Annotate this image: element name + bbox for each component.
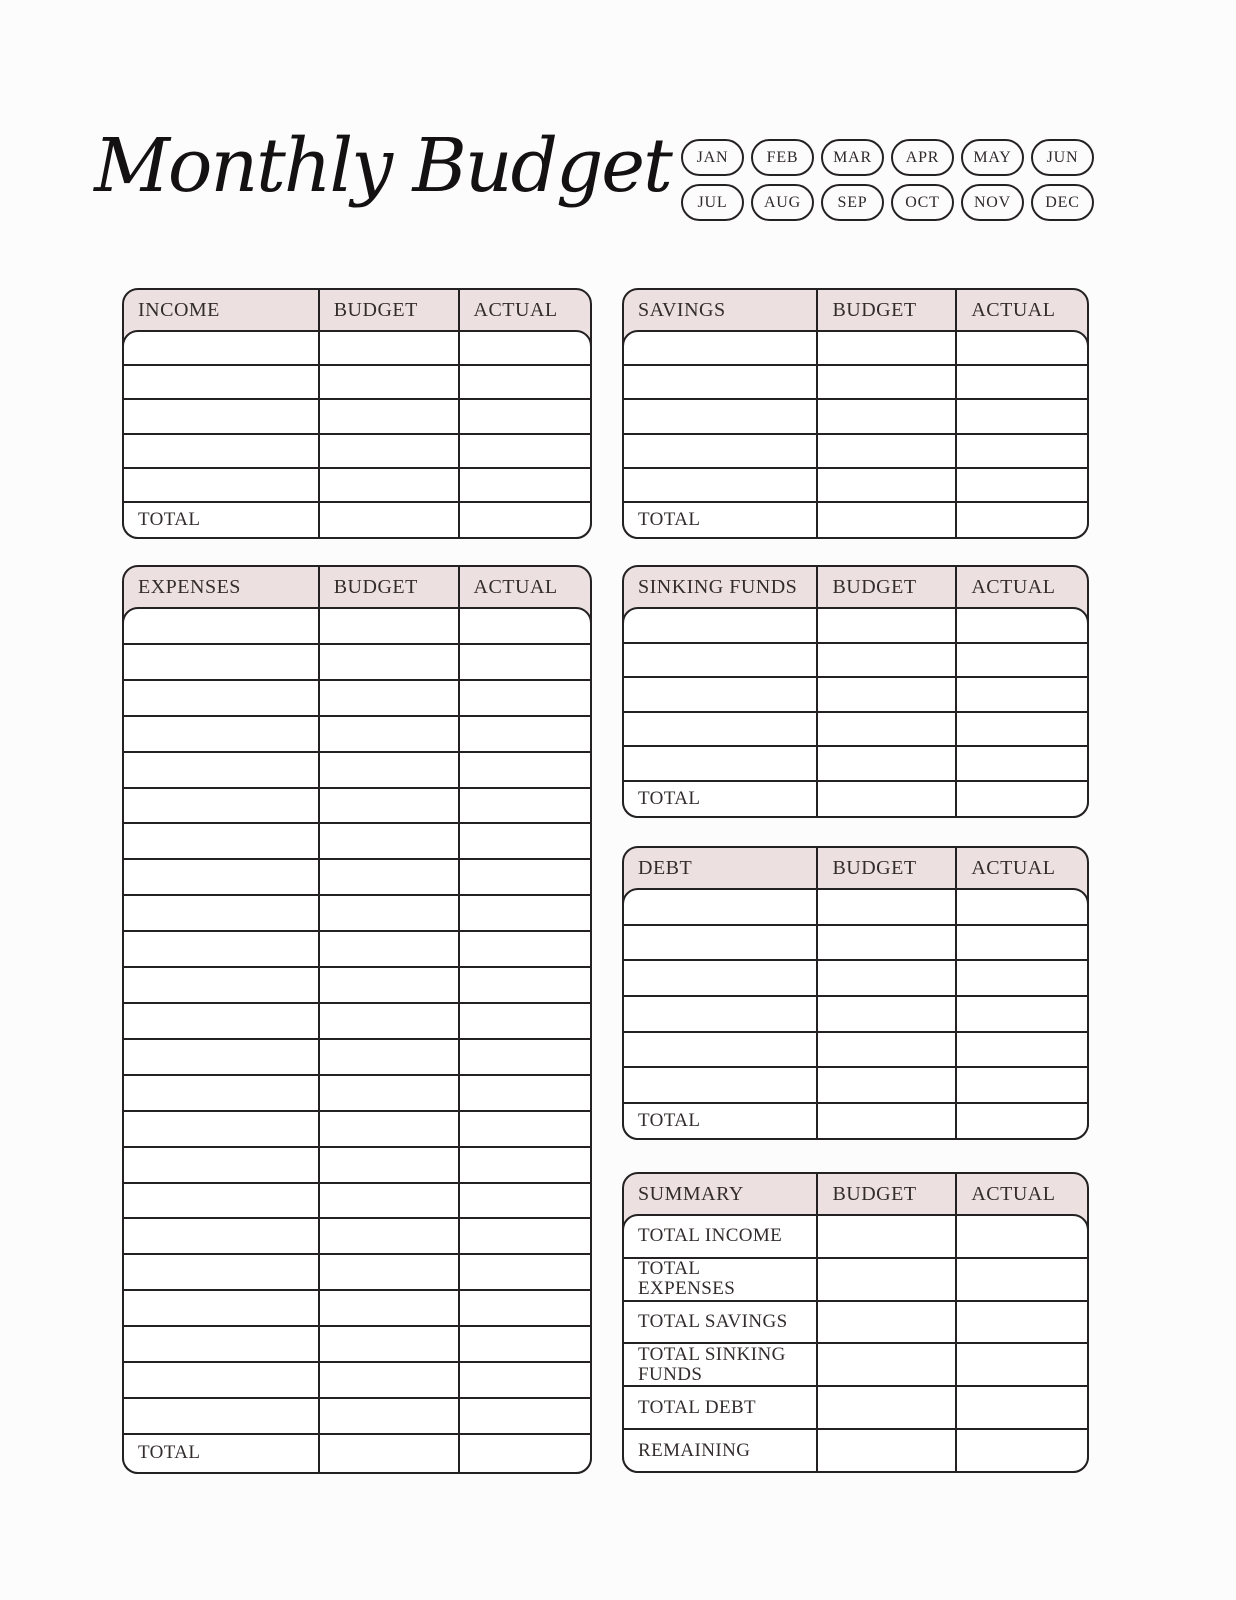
table-row (624, 644, 1087, 679)
table-row (624, 1068, 1087, 1104)
budget-cell[interactable] (320, 332, 460, 364)
budget-cell[interactable] (320, 1291, 460, 1325)
item-cell[interactable] (124, 968, 320, 1002)
table-row (624, 469, 1087, 503)
table-row (124, 932, 590, 968)
month-pill-nov[interactable]: NOV (961, 184, 1024, 221)
item-cell[interactable] (624, 961, 818, 995)
budget-cell[interactable] (320, 1148, 460, 1182)
summary-row-label: TOTAL DEBT (624, 1387, 818, 1428)
income-table-header (124, 290, 590, 330)
actual-cell[interactable] (460, 400, 590, 432)
actual-cell[interactable] (460, 1040, 590, 1074)
item-cell[interactable] (124, 1040, 320, 1074)
total-actual-cell[interactable] (957, 782, 1087, 816)
actual-cell[interactable] (460, 860, 590, 894)
table-row (124, 1255, 590, 1291)
total-label: TOTAL (624, 782, 818, 816)
table-row (124, 400, 590, 434)
budget-cell[interactable] (320, 400, 460, 432)
item-cell[interactable] (124, 681, 320, 715)
actual-cell[interactable] (957, 1302, 1087, 1343)
actual-cell[interactable] (460, 609, 590, 643)
item-cell[interactable] (124, 1327, 320, 1361)
table-row (124, 332, 590, 366)
item-cell[interactable] (124, 717, 320, 751)
table-row (124, 1291, 590, 1327)
budget-cell[interactable] (320, 681, 460, 715)
total-row (624, 1104, 1087, 1138)
table-row (624, 678, 1087, 713)
actual-column-header: ACTUAL (971, 298, 1056, 321)
month-selector (681, 139, 1094, 221)
actual-cell[interactable] (460, 824, 590, 858)
item-cell[interactable] (624, 926, 818, 960)
item-cell[interactable] (124, 1184, 320, 1218)
summary-row-label: REMAINING (624, 1430, 818, 1471)
budget-cell[interactable] (320, 609, 460, 643)
budget-cell[interactable] (320, 753, 460, 787)
item-cell[interactable] (124, 400, 320, 432)
total-label: TOTAL (124, 503, 320, 537)
item-cell[interactable] (124, 932, 320, 966)
table-row (124, 366, 590, 400)
month-pill-dec[interactable]: DEC (1031, 184, 1094, 221)
budget-cell[interactable] (320, 1184, 460, 1218)
month-pill-jan[interactable]: JAN (681, 139, 744, 176)
savings-table (622, 288, 1089, 539)
budget-cell[interactable] (320, 1076, 460, 1110)
sinking-funds-table (622, 565, 1089, 818)
budget-column-header: BUDGET (818, 848, 957, 888)
table-row (624, 435, 1087, 469)
expenses-header-label: EXPENSES (124, 567, 320, 607)
item-cell[interactable] (624, 890, 818, 924)
budget-cell[interactable] (320, 1004, 460, 1038)
table-row (624, 609, 1087, 644)
budget-cell[interactable] (818, 1302, 957, 1343)
budget-cell[interactable] (320, 1327, 460, 1361)
month-pill-jun[interactable]: JUN (1031, 139, 1094, 176)
budget-cell[interactable] (818, 469, 957, 501)
actual-cell[interactable] (460, 681, 590, 715)
budget-cell[interactable] (818, 332, 957, 364)
item-cell[interactable] (624, 469, 818, 501)
expenses-table-body (122, 607, 592, 1474)
actual-cell[interactable] (957, 926, 1087, 960)
budget-cell[interactable] (320, 968, 460, 1002)
total-actual-cell[interactable] (957, 503, 1087, 537)
table-row (624, 926, 1087, 962)
income-table (122, 288, 592, 539)
item-cell[interactable] (624, 644, 818, 677)
item-cell[interactable] (624, 747, 818, 780)
budget-cell[interactable] (818, 713, 957, 746)
budget-cell[interactable] (320, 1040, 460, 1074)
actual-cell[interactable] (957, 469, 1087, 501)
item-cell[interactable] (124, 332, 320, 364)
item-cell[interactable] (624, 997, 818, 1031)
total-actual-cell[interactable] (460, 1435, 590, 1472)
item-cell[interactable] (124, 1004, 320, 1038)
budget-cell[interactable] (320, 435, 460, 467)
table-row (124, 896, 590, 932)
actual-cell[interactable] (957, 644, 1087, 677)
item-cell[interactable] (124, 435, 320, 467)
month-pill-aug[interactable]: AUG (751, 184, 814, 221)
total-budget-cell[interactable] (320, 503, 460, 537)
table-row (624, 713, 1087, 748)
month-pill-jul[interactable]: JUL (681, 184, 744, 221)
budget-column-header: BUDGET (818, 290, 957, 330)
table-row (124, 789, 590, 825)
actual-cell[interactable] (460, 469, 590, 501)
month-pill-sep[interactable]: SEP (821, 184, 884, 221)
item-cell[interactable] (624, 400, 818, 432)
budget-cell[interactable] (818, 890, 957, 924)
budget-cell[interactable] (818, 1259, 957, 1300)
month-pill-mar[interactable]: MAR (821, 139, 884, 176)
summary-row-total-income (624, 1216, 1087, 1259)
item-cell[interactable] (124, 789, 320, 823)
item-cell[interactable] (124, 1291, 320, 1325)
actual-cell[interactable] (957, 435, 1087, 467)
month-pill-oct[interactable]: OCT (891, 184, 954, 221)
actual-cell[interactable] (957, 997, 1087, 1031)
debt-table (622, 846, 1089, 1140)
budget-cell[interactable] (320, 860, 460, 894)
debt-header-label: DEBT (624, 848, 818, 888)
actual-cell[interactable] (460, 332, 590, 364)
item-cell[interactable] (124, 1363, 320, 1397)
total-row (124, 503, 590, 537)
table-row (624, 1033, 1087, 1069)
actual-cell[interactable] (957, 890, 1087, 924)
budget-cell[interactable] (818, 1344, 957, 1385)
budget-cell[interactable] (818, 1387, 957, 1428)
actual-cell[interactable] (460, 1363, 590, 1397)
budget-cell[interactable] (818, 961, 957, 995)
total-label: TOTAL (624, 1104, 818, 1138)
table-row (124, 1076, 590, 1112)
sinking-funds-table-body (622, 607, 1089, 818)
summary-header-label: SUMMARY (624, 1174, 818, 1214)
item-cell[interactable] (624, 1068, 818, 1102)
budget-column-header: BUDGET (320, 567, 460, 607)
total-budget-cell[interactable] (320, 1435, 460, 1472)
budget-cell[interactable] (320, 789, 460, 823)
actual-column-header: ACTUAL (971, 1182, 1056, 1205)
actual-cell[interactable] (460, 932, 590, 966)
summary-row-total-debt (624, 1387, 1087, 1430)
actual-cell[interactable] (957, 332, 1087, 364)
item-cell[interactable] (624, 609, 818, 642)
total-label: TOTAL (624, 503, 818, 537)
budget-cell[interactable] (818, 1430, 957, 1471)
total-budget-cell[interactable] (818, 782, 957, 816)
item-cell[interactable] (124, 366, 320, 398)
table-row (124, 1327, 590, 1363)
summary-row-total-expenses (624, 1259, 1087, 1302)
income-table-body (122, 330, 592, 539)
summary-row-label: TOTAL SINKING FUNDS (624, 1344, 818, 1385)
actual-cell[interactable] (460, 1327, 590, 1361)
total-actual-cell[interactable] (460, 503, 590, 537)
budget-cell[interactable] (320, 469, 460, 501)
budget-cell[interactable] (320, 1399, 460, 1433)
actual-cell[interactable] (460, 789, 590, 823)
table-row (624, 332, 1087, 366)
actual-cell[interactable] (460, 1291, 590, 1325)
actual-cell[interactable] (460, 1004, 590, 1038)
item-cell[interactable] (124, 1219, 320, 1253)
table-row (124, 1040, 590, 1076)
total-row (624, 503, 1087, 537)
budget-column-header: BUDGET (818, 567, 957, 607)
expenses-table (122, 565, 592, 1474)
actual-cell[interactable] (957, 1344, 1087, 1385)
table-row (124, 435, 590, 469)
table-row (124, 860, 590, 896)
item-cell[interactable] (624, 332, 818, 364)
table-row (124, 681, 590, 717)
actual-column-header: ACTUAL (473, 575, 558, 598)
actual-cell[interactable] (460, 1184, 590, 1218)
actual-cell[interactable] (957, 747, 1087, 780)
budget-cell[interactable] (818, 747, 957, 780)
item-cell[interactable] (124, 469, 320, 501)
actual-cell[interactable] (460, 1219, 590, 1253)
total-row (124, 1435, 590, 1472)
page-title: Monthly Budget (94, 123, 671, 209)
budget-cell[interactable] (818, 1216, 957, 1257)
actual-cell[interactable] (957, 678, 1087, 711)
actual-cell[interactable] (957, 1068, 1087, 1102)
table-row (124, 1004, 590, 1040)
item-cell[interactable] (624, 713, 818, 746)
summary-table-header (624, 1174, 1087, 1214)
budget-cell[interactable] (320, 1112, 460, 1146)
item-cell[interactable] (124, 1399, 320, 1433)
summary-row-total-savings (624, 1302, 1087, 1345)
item-cell[interactable] (624, 1033, 818, 1067)
summary-row-total-sinking-funds (624, 1344, 1087, 1387)
actual-cell[interactable] (957, 609, 1087, 642)
actual-cell[interactable] (957, 366, 1087, 398)
total-budget-cell[interactable] (818, 503, 957, 537)
savings-header-label: SAVINGS (624, 290, 818, 330)
table-row (124, 469, 590, 503)
actual-cell[interactable] (460, 896, 590, 930)
budget-cell[interactable] (818, 1033, 957, 1067)
budget-cell[interactable] (320, 1255, 460, 1289)
actual-column-header: ACTUAL (473, 298, 558, 321)
total-actual-cell[interactable] (957, 1104, 1087, 1138)
actual-cell[interactable] (460, 753, 590, 787)
item-cell[interactable] (124, 609, 320, 643)
table-row (124, 1399, 590, 1435)
budget-cell[interactable] (818, 644, 957, 677)
actual-cell[interactable] (460, 1148, 590, 1182)
income-header-label: INCOME (124, 290, 320, 330)
summary-table (622, 1172, 1089, 1473)
savings-table-body (622, 330, 1089, 539)
table-row (624, 366, 1087, 400)
table-row (124, 609, 590, 645)
budget-column-header: BUDGET (320, 290, 460, 330)
budget-cell[interactable] (320, 932, 460, 966)
table-row (124, 717, 590, 753)
budget-cell[interactable] (320, 896, 460, 930)
table-row (124, 1363, 590, 1399)
debt-table-body (622, 888, 1089, 1140)
actual-cell[interactable] (460, 1399, 590, 1433)
budget-cell[interactable] (320, 645, 460, 679)
table-row (124, 1219, 590, 1255)
item-cell[interactable] (124, 753, 320, 787)
actual-cell[interactable] (460, 435, 590, 467)
month-pill-feb[interactable]: FEB (751, 139, 814, 176)
table-row (124, 753, 590, 789)
table-row (624, 400, 1087, 434)
budget-cell[interactable] (818, 366, 957, 398)
budget-cell[interactable] (320, 366, 460, 398)
summary-row-label: TOTAL EXPENSES (624, 1259, 818, 1300)
item-cell[interactable] (124, 1148, 320, 1182)
budget-cell[interactable] (320, 824, 460, 858)
sinking-funds-header-label: SINKING FUNDS (624, 567, 818, 607)
table-row (124, 1184, 590, 1220)
budget-cell[interactable] (818, 435, 957, 467)
budget-column-header: BUDGET (818, 1174, 957, 1214)
summary-table-body (622, 1214, 1089, 1473)
savings-table-header (624, 290, 1087, 330)
item-cell[interactable] (624, 366, 818, 398)
actual-cell[interactable] (460, 717, 590, 751)
table-row (124, 645, 590, 681)
budget-cell[interactable] (320, 1219, 460, 1253)
table-row (624, 890, 1087, 926)
actual-cell[interactable] (460, 968, 590, 1002)
expenses-table-header (124, 567, 590, 607)
budget-cell[interactable] (320, 717, 460, 751)
actual-cell[interactable] (460, 645, 590, 679)
item-cell[interactable] (124, 1255, 320, 1289)
actual-cell[interactable] (957, 1216, 1087, 1257)
actual-cell[interactable] (957, 1033, 1087, 1067)
summary-row-label: TOTAL INCOME (624, 1216, 818, 1257)
table-row (124, 1112, 590, 1148)
item-cell[interactable] (624, 435, 818, 467)
budget-cell[interactable] (818, 997, 957, 1031)
summary-row-label: TOTAL SAVINGS (624, 1302, 818, 1343)
budget-cell[interactable] (818, 609, 957, 642)
item-cell[interactable] (124, 860, 320, 894)
actual-cell[interactable] (460, 1076, 590, 1110)
sinking-funds-table-header (624, 567, 1087, 607)
table-row (624, 997, 1087, 1033)
total-budget-cell[interactable] (818, 1104, 957, 1138)
total-row (624, 782, 1087, 816)
item-cell[interactable] (624, 678, 818, 711)
actual-cell[interactable] (957, 1259, 1087, 1300)
actual-cell[interactable] (957, 1387, 1087, 1428)
actual-cell[interactable] (957, 400, 1087, 432)
summary-row-remaining (624, 1430, 1087, 1471)
actual-cell[interactable] (957, 1430, 1087, 1471)
table-row (624, 961, 1087, 997)
actual-cell[interactable] (460, 1255, 590, 1289)
actual-column-header: ACTUAL (971, 575, 1056, 598)
table-row (124, 1148, 590, 1184)
actual-cell[interactable] (460, 1112, 590, 1146)
budget-cell[interactable] (320, 1363, 460, 1397)
table-row (124, 968, 590, 1004)
actual-cell[interactable] (957, 961, 1087, 995)
item-cell[interactable] (124, 1076, 320, 1110)
month-pill-apr[interactable]: APR (891, 139, 954, 176)
item-cell[interactable] (124, 824, 320, 858)
actual-cell[interactable] (957, 713, 1087, 746)
actual-cell[interactable] (460, 366, 590, 398)
debt-table-header (624, 848, 1087, 888)
table-row (124, 824, 590, 860)
item-cell[interactable] (124, 896, 320, 930)
item-cell[interactable] (124, 645, 320, 679)
budget-cell[interactable] (818, 678, 957, 711)
budget-cell[interactable] (818, 926, 957, 960)
total-label: TOTAL (124, 1435, 320, 1472)
table-row (624, 747, 1087, 782)
item-cell[interactable] (124, 1112, 320, 1146)
budget-cell[interactable] (818, 1068, 957, 1102)
month-pill-may[interactable]: MAY (961, 139, 1024, 176)
budget-cell[interactable] (818, 400, 957, 432)
actual-column-header: ACTUAL (971, 856, 1056, 879)
